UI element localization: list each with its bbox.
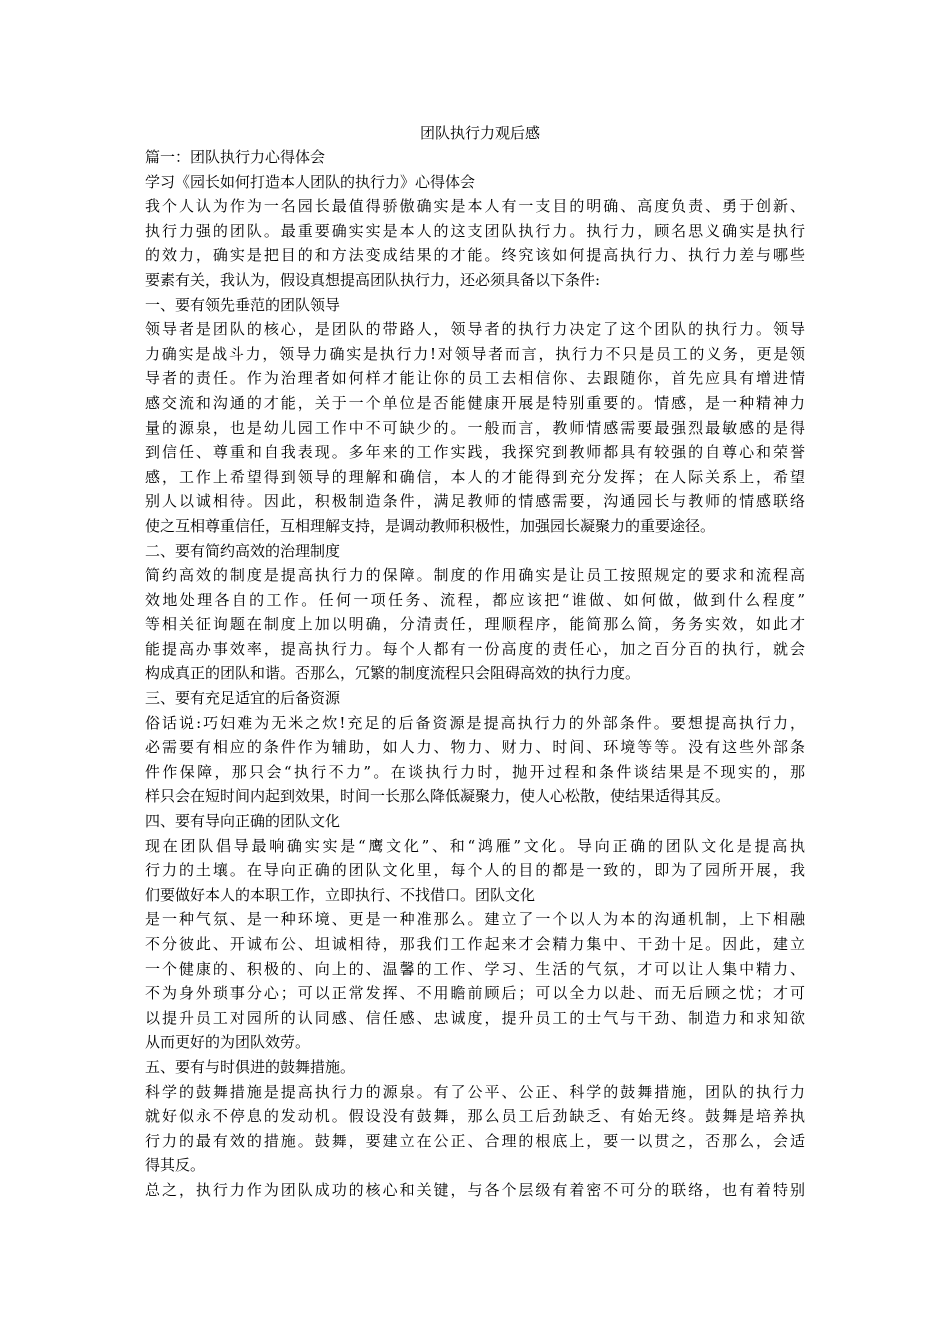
- paragraph-line: 科学的鼓舞措施是提高执行力的源泉。有了公平、公正、科学的鼓舞措施，团队的执行力: [145, 1082, 805, 1101]
- section-heading: 篇一：团队执行力心得体会: [145, 148, 326, 166]
- paragraph-line: 是一种气氛、是一种环境、更是一种准那么。建立了一个以人为本的沟通机制，上下相融: [145, 910, 805, 929]
- paragraph-line: 必需要有相应的条件作为辅助，如人力、物力、财力、时间、环境等等。没有这些外部条: [145, 738, 805, 757]
- paragraph-line: 导者的责任。作为治理者如何样才能让你的员工去相信你、去跟随你，首先应具有增进情: [145, 369, 805, 388]
- paragraph-line: 现在团队倡导最响确实实是“鹰文化”、和“鸿雁”文化。导向正确的团队文化是提高执: [145, 836, 805, 855]
- paragraph-line: 量的源泉，也是幼儿园工作中不可缺少的。一般而言，教师情感需要最强烈最敏感的是得: [145, 418, 805, 437]
- paragraph-line: 使之互相尊重信任，互相理解支持，是调动教师积极性，加强园长凝聚力的重要途径。: [145, 516, 716, 535]
- paragraph-line: 俗话说:巧妇难为无米之炊!充足的后备资源是提高执行力的外部条件。要想提高执行力，: [145, 713, 805, 732]
- document-page: [145, 121, 805, 1203]
- paragraph-line: 的效力，确实是把目的和方法变成结果的才能。终究该如何提高执行力、执行力差与哪些: [145, 246, 805, 265]
- paragraph-line: 感，工作上希望得到领导的理解和确信，本人的才能得到充分发挥；在人际关系上，希望: [145, 467, 805, 486]
- paragraph-line: 别人以诚相待。因此，积极制造条件，满足教师的情感需要，沟通园长与教师的情感联络: [145, 492, 805, 511]
- paragraph-line: 领导者是团队的核心，是团队的带路人，领导者的执行力决定了这个团队的执行力。领导: [145, 320, 805, 339]
- paragraph-line: 件作保障，那只会“执行不力”。在谈执行力时，抛开过程和条件谈结果是不现实的，那: [145, 762, 805, 781]
- section-heading: 五、要有与时俱进的鼓舞措施。: [145, 1057, 356, 1076]
- section-heading: 一、要有领先垂范的团队领导: [145, 295, 341, 314]
- paragraph-line: 到信任、尊重和自我表现。多年来的工作实践，我探究到教师都具有较强的自尊心和荣誉: [145, 443, 805, 462]
- section-heading: 三、要有充足适宜的后备资源: [145, 689, 341, 708]
- section-heading: 学习《园长如何打造本人团队的执行力》心得体会: [145, 172, 476, 191]
- paragraph-line: 得其反。: [145, 1156, 206, 1175]
- section-heading: 四、要有导向正确的团队文化: [145, 812, 341, 831]
- paragraph-line: 简约高效的制度是提高执行力的保障。制度的作用确实是让员工按照规定的要求和流程高: [145, 566, 805, 585]
- paragraph-line: 总之，执行力作为团队成功的核心和关键，与各个层级有着密不可分的联络，也有着特别: [145, 1180, 805, 1199]
- paragraph-line: 就好似永不停息的发动机。假设没有鼓舞，那么员工后劲缺乏、有始无终。鼓舞是培养执: [145, 1107, 805, 1126]
- paragraph-line: 们要做好本人的本职工作，立即执行、不找借口。团队文化: [145, 885, 536, 904]
- paragraph-line: 以提升员工对园所的认同感、信任感、忠诚度，提升员工的士气与干劲、制造力和求知欲: [145, 1008, 805, 1027]
- section-heading: 二、要有简约高效的治理制度: [145, 541, 341, 560]
- paragraph-line: 行力的土壤。在导向正确的团队文化里，每个人的目的都是一致的，即为了园所开展，我: [145, 861, 805, 880]
- paragraph-line: 从而更好的为团队效劳。: [145, 1033, 311, 1052]
- paragraph-line: 等相关征询题在制度上加以明确，分清责任，理顺程序，能简那么简，务务实效，如此才: [145, 615, 805, 634]
- document-title: 团队执行力观后感: [419, 124, 540, 142]
- paragraph-line: 样只会在短时间内起到效果，时间一长那么降低凝聚力，使人心松散，使结果适得其反。: [145, 787, 731, 806]
- document-body: [145, 145, 805, 1203]
- paragraph-line: 执行力强的团队。最重要确实实是本人的这支团队执行力。执行力，顾名思义确实是执行: [145, 221, 805, 240]
- paragraph-line: 要素有关，我认为，假设真想提高团队执行力，还必须具备以下条件:: [145, 270, 601, 289]
- paragraph-line: 效地处理各自的工作。任何一项任务、流程，都应该把“谁做、如何做，做到什么程度”: [145, 590, 805, 609]
- paragraph-line: 能提高办事效率，提高执行力。每个人都有一份高度的责任心，加之百分百的执行，就会: [145, 639, 805, 658]
- paragraph-line: 感交流和沟通的才能，关于一个单位是否能健康开展是特别重要的。情感，是一种精神力: [145, 393, 805, 412]
- paragraph-line: 构成真正的团队和谐。否那么，冗繁的制度流程只会阻碍高效的执行力度。: [145, 664, 641, 683]
- paragraph-line: 一个健康的、积极的、向上的、温馨的工作、学习、生活的气氛，才可以让人集中精力、: [145, 959, 805, 978]
- paragraph-line: 不分彼此、开诚布公、坦诚相待，那我们工作起来才会精力集中、干劲十足。因此，建立: [145, 935, 805, 953]
- paragraph-line: 行力的最有效的措施。鼓舞，要建立在公正、合理的根底上，要一以贯之，否那么，会适: [145, 1131, 805, 1150]
- paragraph-line: 力确实是战斗力，领导力确实是执行力!对领导者而言，执行力不只是员工的义务，更是领: [145, 344, 805, 363]
- paragraph-line: 我个人认为作为一名园长最值得骄傲确实是本人有一支目的明确、高度负责、勇于创新、: [145, 197, 805, 216]
- paragraph-line: 不为身外琐事分心；可以正常发挥、不用瞻前顾后；可以全力以赴、而无后顾之忧；才可: [145, 984, 805, 1003]
